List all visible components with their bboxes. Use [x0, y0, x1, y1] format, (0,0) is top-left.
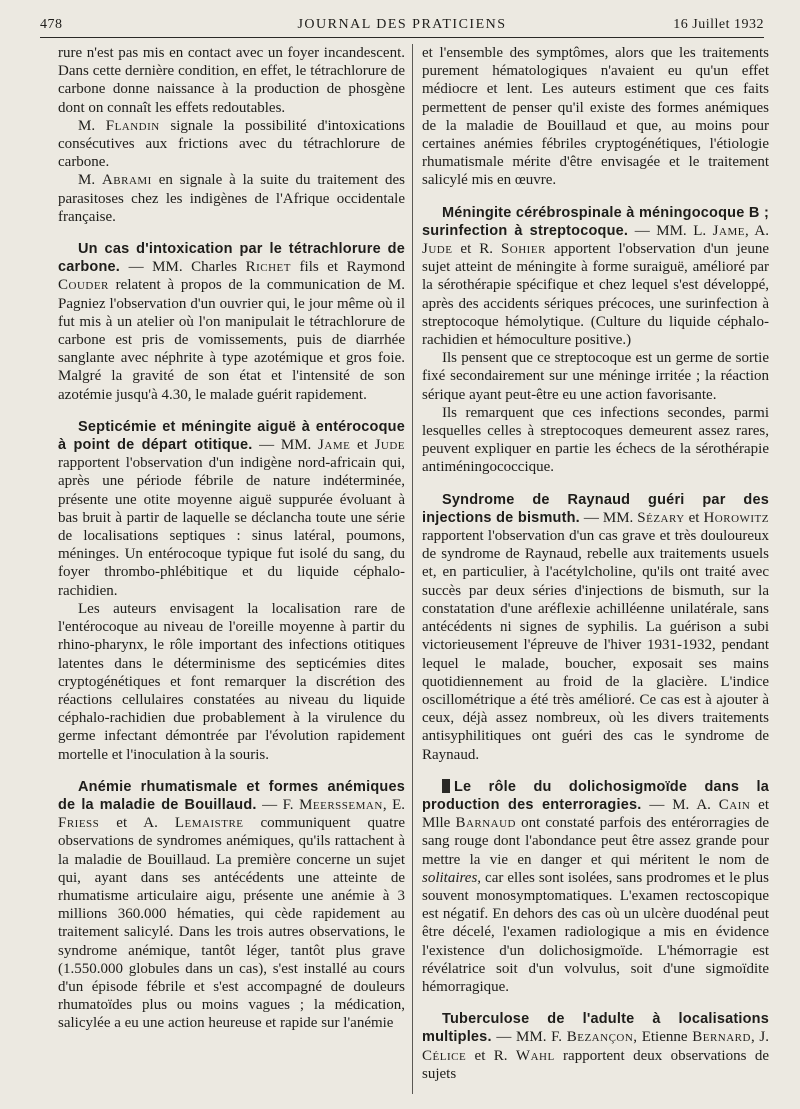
- paragraph: rure n'est pas mis en contact avec un foyer incandescent. Dans cette dernière condition, en effet, le tétrachlorure de carbone donne naissance à la production de phosgène dont on connaît les effets redoutables.: [58, 45, 405, 116]
- article-section: Le rôle du dolichosigmoïde dans la production des enterroragies. — M. A. Cain et Mlle Barnaud ont constaté parfois des entérorragies de sang rouge dont l'abondance peut être assez grande pour mettre la vie en danger et qui méritent le nom de solitaires, car elles sont isolées, sans prodromes et le plus souvent monosymptomatiques. L'examen rectoscopique est négatif. En dehors des cas où un ulcère duodénal peut être décelé, l'examen radiologique a mis en évidence l'existence d'un dolichosigmoïde. L'hémorragie est révélatrice soit d'un volvulus, soit d'une sigmoïdite hémorragique.: [422, 778, 770, 995]
- article-section: Syndrome de Raynaud guéri par des injections de bismuth. — MM. Sézary et Horowitz rapportent l'observation d'un cas grave et très douloureux de syndrome de Raynaud, rebelle aux traitements usuels et, en particulier, à l'acétylcholine, qu'ils ont traité avec succès par deux séries d'injections de bismuth, sur la constatation d'une aréflexie achilléenne unilatérale, sans antécédents ni signes de syphilis. La guérison a subi victorieusement l'épreuve de l'hiver 1931-1932, pendant lequel le malade, boucher, exposait ses mains quotidiennement au froid de la glacière. L'indice oscillométrique a été très amélioré. Ce cas est à ajouter à ceux, déjà assez nombreux, où les divers traitements antisyphilitiques ont guéri des cas le syndrome de Raynaud.: [422, 491, 769, 763]
- section-title: Septicémie et méningite aiguë à entérocoque à point de départ otitique.: [58, 418, 405, 454]
- article-section: Anémie rhumatismale et formes anémiques de la maladie de Bouillaud. — F. Meersseman, E. Friess et A. Lemaistre communiquent quatre observations de syndromes anémiques, qu'ils rattachent à la maladie de Bouillaud. La première concerne un sujet qui, ayant dans ses antécédents une atteinte de rhumatisme articulaire aigu, présente une anémie à 3 millions 360.000 hématies, qui cède rapidement au traitement salicylé. Dans les trois autres observations, le syndrome anémique, tantôt léger, tantôt plus grave (1.550.000 globules dans un cas), s'est installé au cours d'un épisode fébrile et s'est accompagné de douleurs rhumatoïdes plus ou moins vagues ; la médication, salicylée a eu une action heureuse et rapide sur l'anémie: [58, 778, 405, 1032]
- author-name: Cain: [718, 796, 751, 813]
- author-name: Célice: [422, 1047, 467, 1064]
- article-section: Méningite cérébrospinale à méningocoque B ; surinfection à streptocoque. — MM. L. Jame, A. Jude et R. Sohier apportent l'observation d'un jeune sujet atteint de méningite à forme suraiguë, amélioré par la sérothérapie spécifique et chez lequel s'est développé, après des accidents sériques précoces, une surinfection à streptocoque hémolytique. (Culture du liquide céphalo-rachidien et hémoculture positive.): [422, 204, 769, 349]
- author-name: Lemaistre: [174, 815, 244, 832]
- section-title: Le rôle du dolichosigmoïde dans la production des enterroragies.: [422, 778, 769, 813]
- right-column: [422, 44, 769, 1083]
- section-title: Un cas d'intoxication par le tétrachlorure de carbone.: [58, 241, 405, 276]
- author-name: Bernard: [692, 1029, 751, 1046]
- author-name: Jude: [374, 437, 406, 454]
- author-name: Abrami: [101, 172, 152, 189]
- section-title: Anémie rhumatismale et formes anémiques de la maladie de Bouillaud.: [58, 778, 405, 813]
- column-divider: [412, 44, 413, 1094]
- paragraph: M. Flandin signale la possibilité d'intoxications consécutives aux frictions avec du tétrachlorure de carbone.: [58, 117, 405, 171]
- author-name: Barnaud: [455, 815, 516, 832]
- paragraph: M. Abrami en signale à la suite du traitement des parasitoses chez les indigènes de l'Afrique occidentale française.: [58, 172, 405, 225]
- author-name: Jame: [712, 222, 745, 239]
- article-section: Un cas d'intoxication par le tétrachlorure de carbone. — MM. Charles Richet fils et Raymond Couder relatent à propos de la communication de M. Pagniez l'observation d'un ouvrier qui, le jour même où il fut mis à un atelier où l'on manipulait le tétrachlorure de carbone est pris de vomissements, puis de diarrhée sanglante avec néphrite à type azotémique et gros foie. Malgré la gravité de son état et l'intensité de son azotémie jusqu'à 4.30, le malade guérit rapidement.: [58, 241, 405, 403]
- left-column: [58, 44, 405, 1033]
- author-name: Couder: [58, 277, 109, 294]
- author-name: Richet: [245, 259, 291, 276]
- pointer-mark: [442, 779, 450, 793]
- author-name: Wahl: [515, 1047, 555, 1064]
- section-title: Tuberculose de l'adulte à localisations multiples.: [422, 1011, 769, 1046]
- author-name: Bezançon: [566, 1029, 634, 1046]
- author-name: Flandin: [105, 117, 160, 134]
- author-name: Horowitz: [703, 509, 769, 526]
- page-number: 478: [40, 17, 63, 32]
- journal-title: JOURNAL DES PRATICIENS: [297, 17, 507, 32]
- paragraph: Ils remarquent que ces infections secondes, parmi lesquelles celles à streptocoques demeurent assez rares, peuvent expliquer en partie les échecs de la sérothérapie antiméningococcique.: [422, 404, 769, 476]
- section-title: Syndrome de Raynaud guéri par des injections de bismuth.: [422, 491, 769, 526]
- author-name: Meersseman: [299, 796, 383, 813]
- section-title: Méningite cérébrospinale à méningocoque B ; surinfection à streptocoque.: [422, 204, 769, 239]
- author-name: Sohier: [500, 241, 546, 258]
- author-name: Sézary: [637, 509, 685, 526]
- issue-date: 16 Juillet 1932: [673, 17, 764, 32]
- article-section: Tuberculose de l'adulte à localisations multiples. — MM. F. Bezançon, Etienne Bernard, J. Célice et R. Wahl rapportent deux observations de sujets: [422, 1011, 769, 1082]
- emphasis: solitaires: [422, 869, 478, 886]
- paragraph: et l'ensemble des symptômes, alors que les traitements purement hématologiques n'avaient eu qu'un effet médiocre et lent. Les auteurs estiment que ces faits permettent de penser qu'il existe des formes anémiques de la maladie de Bouillaud et que, au moins pour certaines anémies fébriles cryptogénétiques, l'étiologie rhumatismale mérite d'être envisagée et le traitement salicylé mis en œuvre.: [422, 45, 769, 189]
- author-name: Jude: [422, 241, 453, 258]
- paragraph: Ils pensent que ce streptocoque est un germe de sortie fixé secondairement sur une méninge irritée ; la réaction sérique ayant peut-être eu une action favorisante.: [422, 350, 769, 403]
- running-header: [40, 15, 764, 38]
- author-name: Jame: [318, 437, 351, 454]
- article-section: Septicémie et méningite aiguë à entérocoque à point de départ otitique. — MM. Jame et Jude rapportent l'observation d'un indigène nord-africain qui, après une période fébrile de nature indéterminée, présente une otite moyenne aiguë suppurée évoluant à bas bruit à partir de laquelle se déclancha toute une série de localisations septiques : sinus latéral, poumons, méninges. Un entérocoque typique fut isolé du sang, du foyer thrombo-phlébitique et du liquide céphalo-rachidien.: [58, 418, 406, 599]
- author-name: Friess: [58, 815, 100, 832]
- paragraph: Les auteurs envisagent la localisation rare de l'entérocoque au niveau de l'oreille moyenne à partir du rhino-pharynx, le rôle important des infections otitiques latentes dans le déterminisme des septicémies dites cryptogénétiques et font remarquer la discrétion des réactions cellulaires constatées au niveau du liquide céphalo-rachidien due probablement à la virulence du germe infectant démontrée par l'évolution rapidement mortelle et l'inoculation à la souris.: [58, 600, 405, 763]
